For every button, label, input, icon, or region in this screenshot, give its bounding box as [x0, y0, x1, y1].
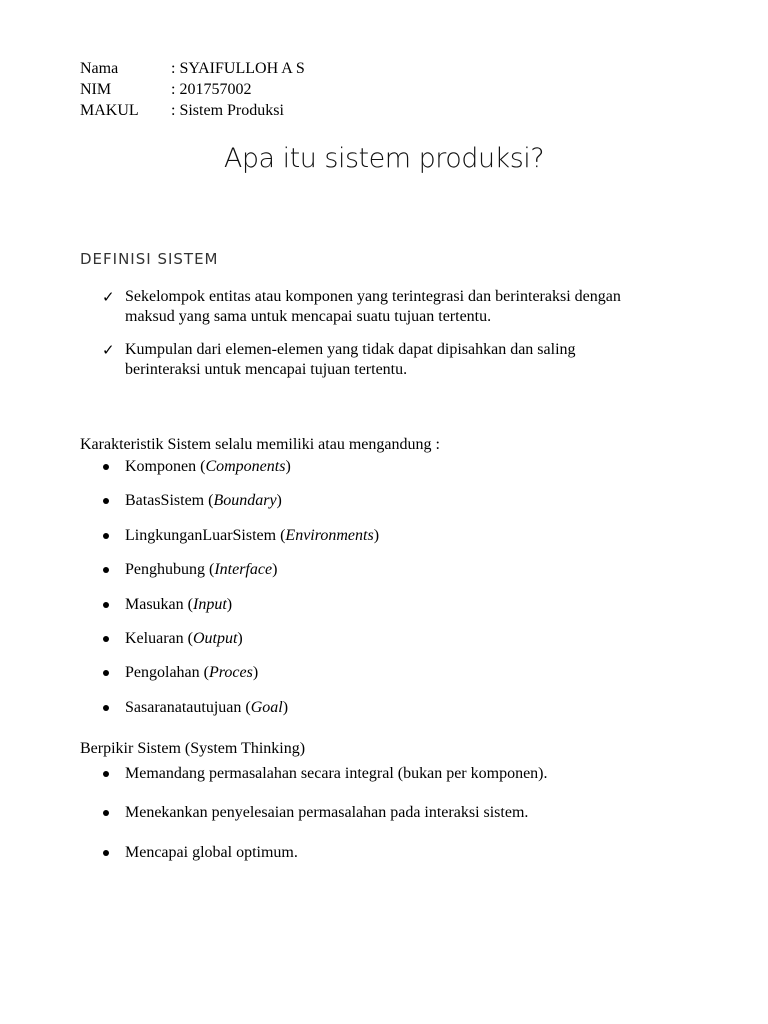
berpikir-section [80, 739, 720, 863]
definition-line: Sekelompok entitas atau komponen yang terintegrasi dan berinteraksi dengan [125, 288, 621, 305]
bullet-icon [103, 498, 109, 504]
bullet-icon [103, 850, 109, 856]
berpikir-intro: Berpikir Sistem (System Thinking) [80, 740, 306, 757]
info-row-nama [80, 59, 305, 80]
bullet-icon [103, 567, 109, 573]
list-item: LingkunganLuarSistem (Environments) [80, 526, 720, 546]
bullet-icon [103, 705, 109, 711]
bullet-icon [103, 636, 109, 642]
list-item: Mencapai global optimum. [80, 843, 720, 863]
berpikir-list [80, 764, 720, 863]
definition-line: Kumpulan dari elemen-elemen yang tidak dapat dipisahkan dan saling [125, 341, 576, 358]
list-item: Masukan (Input) [80, 595, 720, 615]
document-title: Apa itu sistem produksi? [223, 143, 545, 174]
bullet-icon [103, 670, 109, 676]
info-label: Nama [80, 60, 119, 77]
checkmark-icon: ✓ [102, 341, 115, 359]
list-item: Menekankan penyelesaian permasalahan pada interaksi sistem. [80, 803, 720, 823]
karakteristik-list [80, 457, 720, 718]
definition-list [80, 287, 700, 392]
bullet-icon [103, 533, 109, 539]
list-item: Sasaranatautujuan (Goal) [80, 698, 720, 718]
bullet-icon [103, 602, 109, 608]
list-item: BatasSistem (Boundary) [80, 491, 720, 511]
definition-line: maksud yang sama untuk mencapai suatu tujuan tertentu. [125, 308, 492, 325]
section-heading-definisi: DEFINISI SISTEM [80, 250, 219, 268]
karakteristik-section [80, 435, 720, 718]
list-item: Keluaran (Output) [80, 629, 720, 649]
info-row-nim [80, 80, 305, 101]
info-label: NIM [80, 81, 112, 98]
info-value: : SYAIFULLOH A S [171, 60, 305, 77]
info-value: : 201757002 [171, 81, 252, 98]
karakteristik-intro: Karakteristik Sistem selalu memiliki atau mengandung : [80, 436, 440, 453]
list-item: Memandang permasalahan secara integral (bukan per komponen). [80, 764, 720, 784]
list-item: Penghubung (Interface) [80, 560, 720, 580]
definition-line: berinteraksi untuk mencapai tujuan tertentu. [125, 361, 408, 378]
info-row-makul [80, 101, 305, 122]
info-label: MAKUL [80, 102, 139, 119]
bullet-icon [103, 464, 109, 470]
student-info [80, 59, 305, 122]
definition-item [80, 287, 700, 327]
checkmark-icon: ✓ [102, 288, 115, 306]
list-item: Pengolahan (Proces) [80, 663, 720, 683]
definition-item [80, 340, 700, 380]
list-item: Komponen (Components) [80, 457, 720, 477]
bullet-icon [103, 810, 109, 816]
info-value: : Sistem Produksi [171, 102, 284, 119]
bullet-icon [103, 771, 109, 777]
